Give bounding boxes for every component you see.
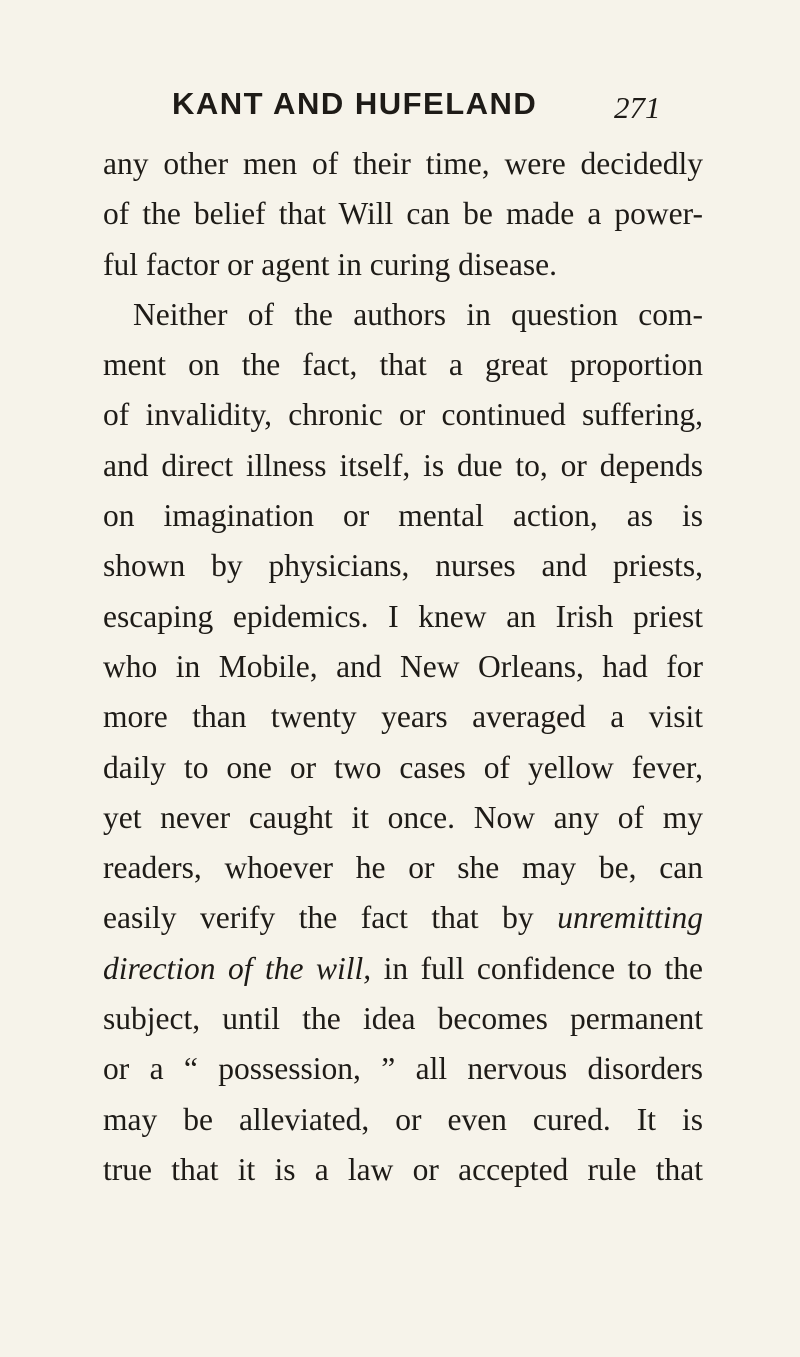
text-line: may be alleviated, or even cured. It is: [103, 1101, 703, 1137]
text-line: more than twenty years averaged a visit: [103, 699, 703, 735]
text-line: and direct illness itself, is due to, or depends: [103, 447, 703, 483]
text-line: of the belief that Will can be made a power-: [103, 196, 703, 232]
page-number: 271: [614, 90, 661, 125]
text-line: on imagination or mental action, as is: [103, 498, 703, 534]
italic-emphasis: unremitting: [557, 900, 704, 936]
text-line: true that it is a law or accepted rule that: [103, 1151, 703, 1187]
text-line: readers, whoever he or she may be, can: [103, 850, 703, 886]
text-line: ment on the fact, that a great proportion: [103, 347, 703, 383]
text-line: any other men of their time, were decidedly: [103, 146, 703, 181]
line-text: easily verify the fact that by: [103, 900, 534, 936]
text-line-with-italic: [103, 944, 703, 994]
text-line: shown by physicians, nurses and priests,: [103, 548, 703, 584]
text-line: ful factor or agent in curing disease.: [103, 246, 557, 282]
italic-emphasis: direction of the will,: [103, 950, 372, 986]
text-line: who in Mobile, and New Orleans, had for: [103, 648, 703, 684]
paragraph-first-line: Neither of the authors in question com-: [133, 296, 703, 332]
text-line: daily to one or two cases of yellow fever,: [103, 749, 703, 785]
body-text: [103, 139, 703, 1195]
page-header: [142, 82, 730, 126]
text-line: or a “ possession, ” all nervous disorders: [103, 1051, 703, 1087]
text-line: of invalidity, chronic or continued suffering,: [103, 397, 703, 433]
text-line-with-italic: [103, 893, 703, 943]
line-text: in full confidence to the: [383, 950, 704, 986]
text-line: subject, until the idea becomes permanent: [103, 1001, 703, 1037]
running-head: KANT AND HUFELAND: [172, 86, 538, 121]
text-line: escaping epidemics. I knew an Irish priest: [103, 598, 703, 634]
text-line: yet never caught it once. Now any of my: [103, 799, 703, 835]
